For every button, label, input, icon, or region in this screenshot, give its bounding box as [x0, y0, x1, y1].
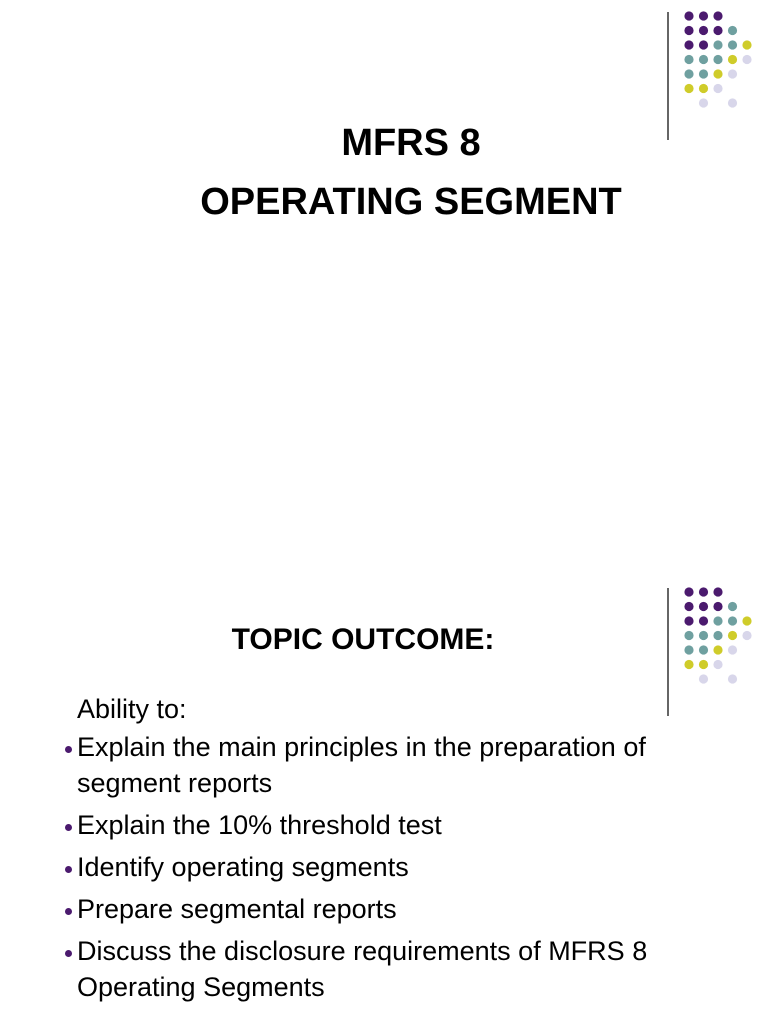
bullet-dot-icon [65, 746, 72, 753]
slide-title-line-1: MFRS 8 [341, 122, 481, 164]
decoration-dot [713, 26, 722, 35]
decoration-dot [684, 11, 693, 20]
decoration-dot [684, 40, 693, 49]
bullet-dot-icon [65, 824, 72, 831]
outcome-item-text: Discuss the disclosure requirements of MFRS 8 Operating Segments [77, 936, 648, 1002]
decoration-dot [684, 55, 693, 64]
decoration-dot [699, 40, 708, 49]
decoration-dot [713, 11, 722, 20]
decoration-dot [699, 587, 708, 596]
outcome-item [60, 891, 730, 927]
decoration-dot [684, 84, 693, 93]
decoration-dot [699, 98, 708, 107]
decoration-dot [742, 631, 751, 640]
decoration-dot [728, 602, 737, 611]
decoration-dot [728, 98, 737, 107]
outcome-item-text: Explain the main principles in the preparation of segment reports [77, 732, 646, 798]
outcome-item [60, 849, 730, 885]
decoration-dot [728, 40, 737, 49]
decoration-dot [728, 616, 737, 625]
decoration-dot [699, 84, 708, 93]
decoration-dot [699, 602, 708, 611]
slide-title-line-2: OPERATING SEGMENT [200, 181, 622, 223]
dot-grid [684, 11, 751, 107]
bullet-dot-icon [65, 866, 72, 873]
topic-outcome-heading: TOPIC OUTCOME: [231, 623, 495, 656]
decoration-dot [713, 55, 722, 64]
topic-outcome-content [60, 691, 730, 1011]
decoration-dot [728, 645, 737, 654]
decoration-dot [742, 55, 751, 64]
bullet-dot-icon [65, 950, 72, 957]
intro-text: Ability to: [77, 694, 187, 724]
outcome-list [60, 729, 730, 1005]
decoration-dot [684, 69, 693, 78]
decoration-dot [713, 40, 722, 49]
decoration-dot [742, 40, 751, 49]
outcome-item-text: Explain the 10% threshold test [77, 810, 442, 840]
bullet-dot-icon [65, 908, 72, 915]
decoration-dot [684, 587, 693, 596]
decoration-dot [728, 631, 737, 640]
decoration-dot [713, 602, 722, 611]
outcome-item [60, 933, 730, 1005]
decoration-dot [713, 587, 722, 596]
outcome-item-text: Identify operating segments [77, 852, 409, 882]
decoration-dot [699, 26, 708, 35]
outcome-item [60, 807, 730, 843]
decoration-dot [728, 26, 737, 35]
topic-outcome-slide [0, 576, 768, 1024]
decoration-dot [699, 69, 708, 78]
decoration-dot [684, 26, 693, 35]
decoration-dot [699, 55, 708, 64]
decoration-dot [713, 84, 722, 93]
outcome-item-text: Prepare segmental reports [77, 894, 397, 924]
decoration-dot [684, 602, 693, 611]
decoration-dot [728, 69, 737, 78]
decoration-dot [699, 11, 708, 20]
decoration-dot [728, 674, 737, 683]
decoration-dot [728, 55, 737, 64]
outcome-item [60, 729, 730, 801]
decoration-dot [699, 674, 708, 683]
decoration-dot [713, 69, 722, 78]
decoration-dot [742, 616, 751, 625]
